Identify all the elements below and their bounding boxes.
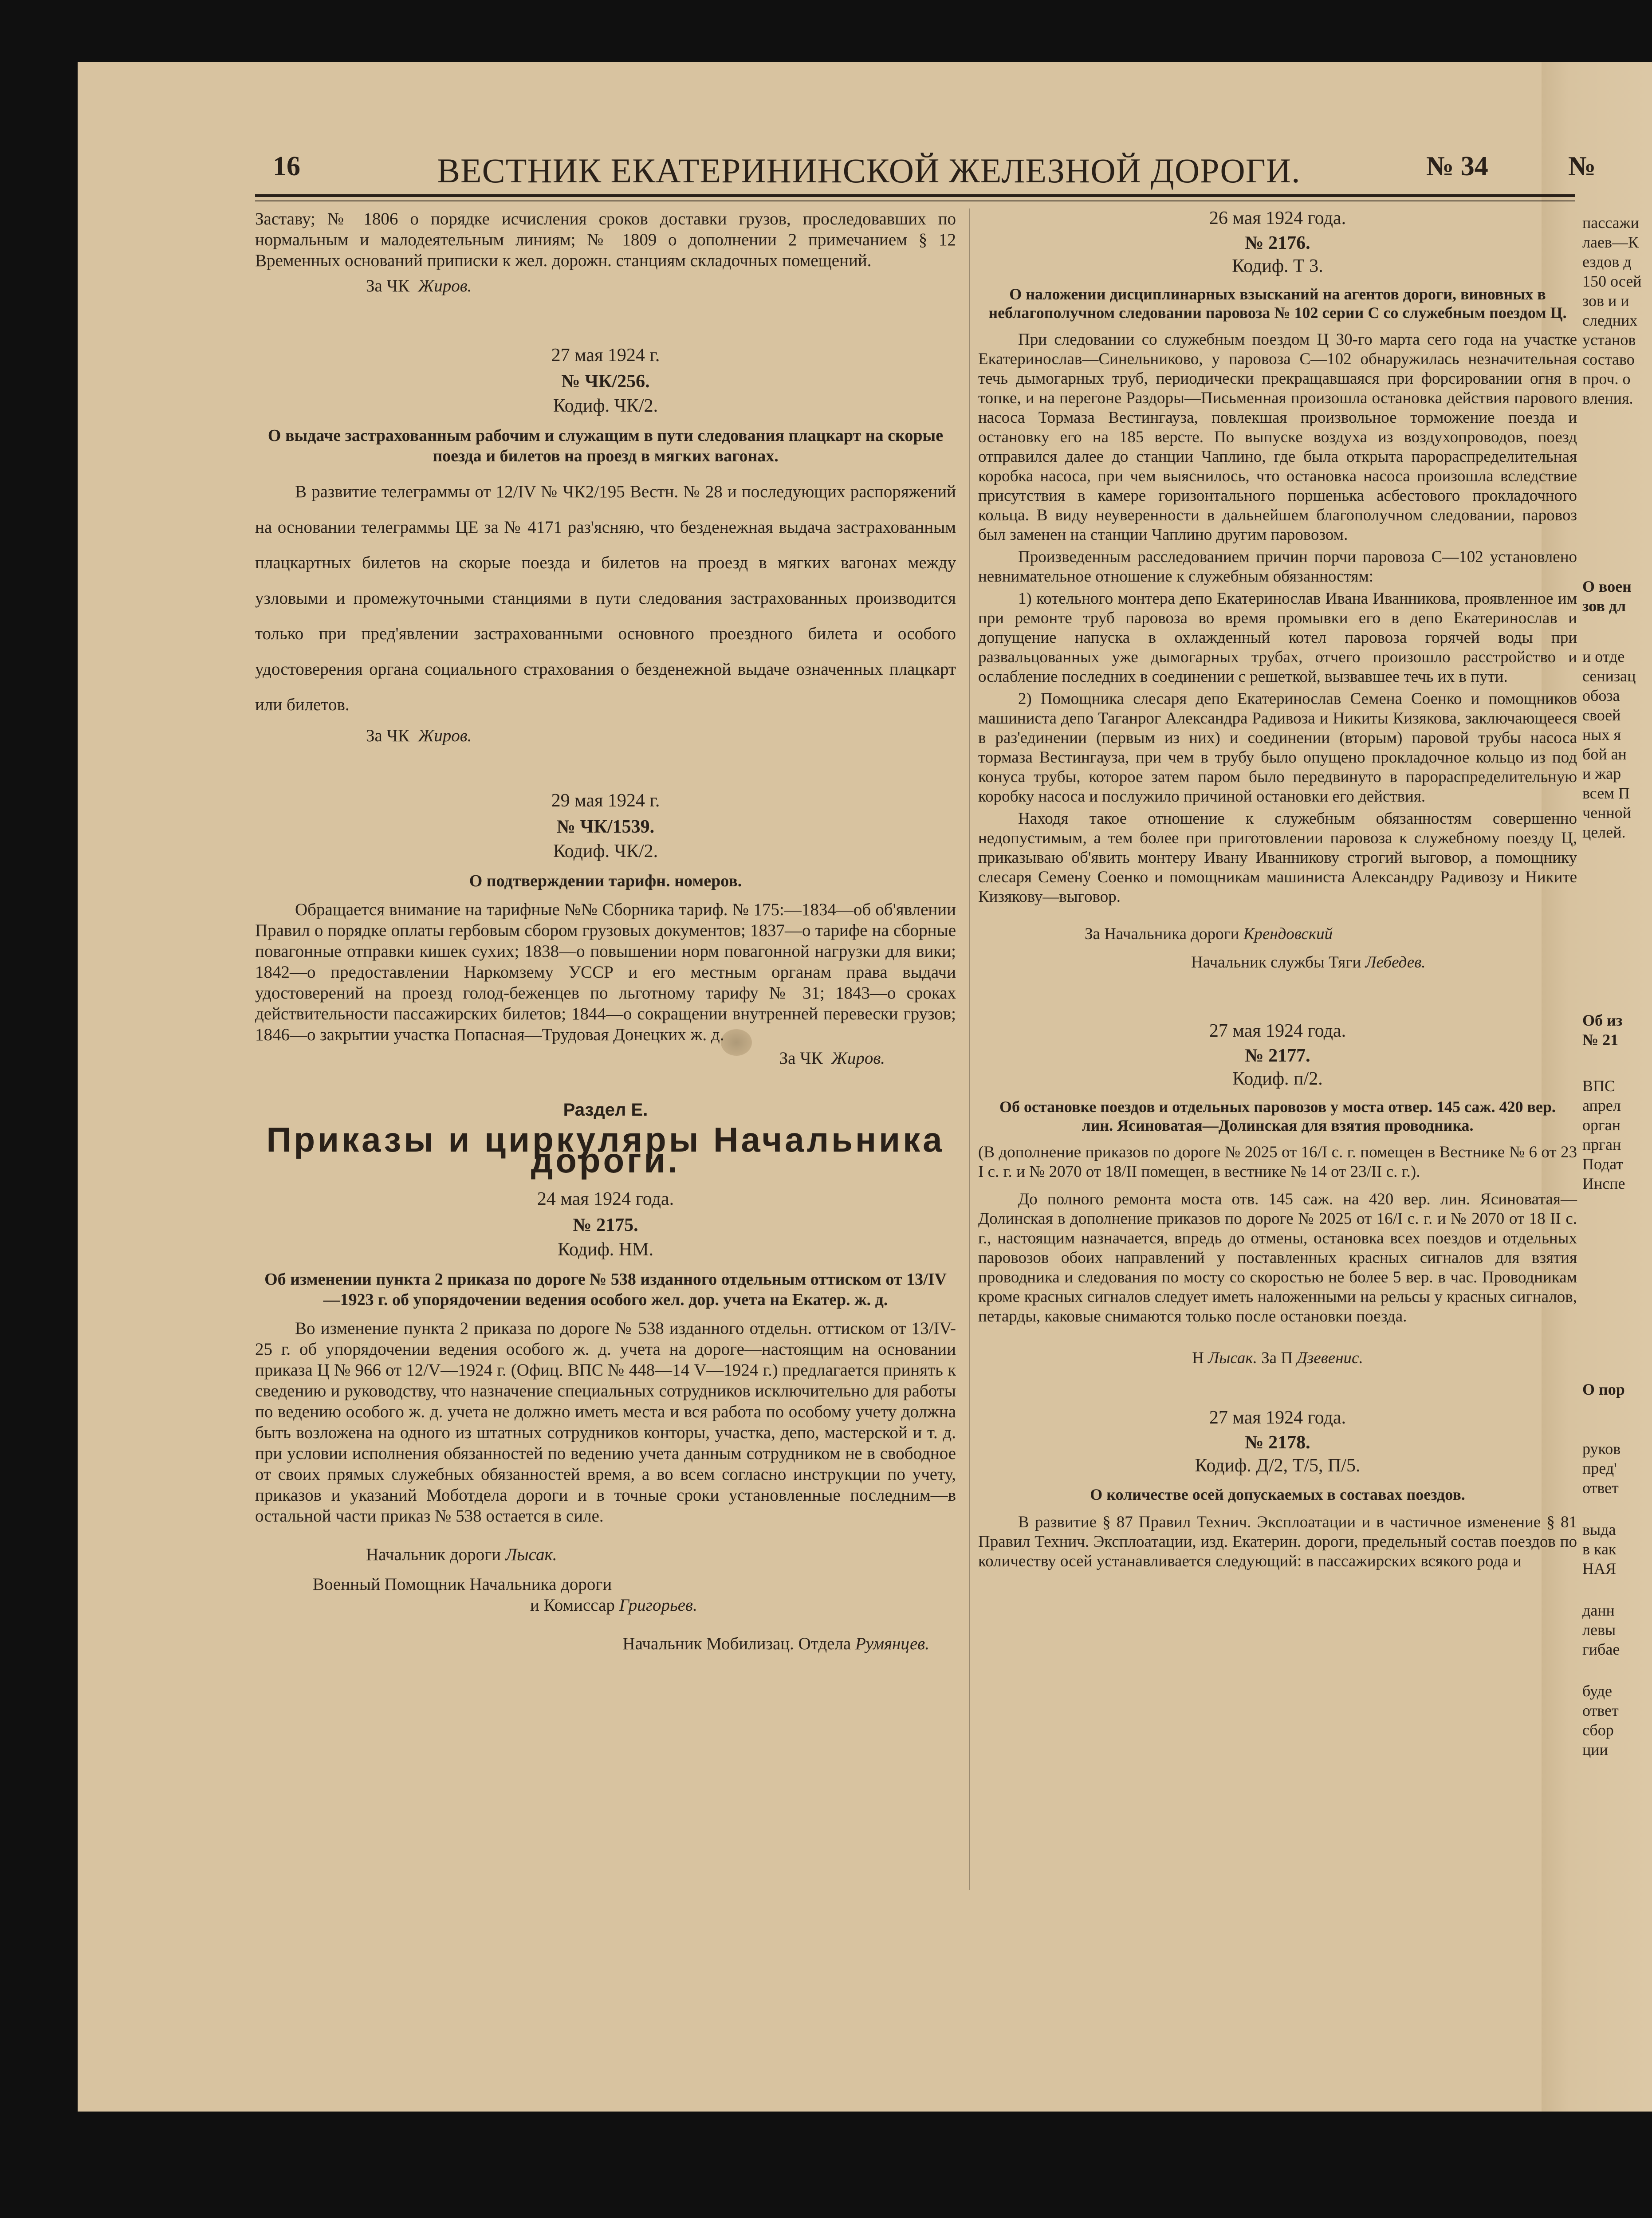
fragment-line: вления.: [1582, 389, 1633, 407]
fragment-line: Об из: [1582, 1011, 1623, 1029]
order-heading: Об изменении пункта 2 приказа по дороге № 538 изданного отдельным оттиском от 13/IV—1923 г. об упорядочении ведения особого жел. дор. учета на Екатер. ж. д.: [264, 1270, 947, 1309]
order-body: В развитие § 87 Правил Технич. Эксплоатации и в частичное изменение § 81 Правил Технич. Эксплоатации, изд. Екатерин. дороги, предельный состав поездов по количеству осей устанавливается следующий: в пассажирских всякого рода и: [978, 1513, 1577, 1570]
fragment-line: руков: [1582, 1440, 1621, 1458]
next-page-fragment: [1582, 213, 1649, 1759]
fragment-line: бой ан: [1582, 745, 1627, 763]
next-page-number-fragment: №: [1568, 151, 1596, 181]
order-signature: За ЧК Жиров.: [366, 726, 472, 745]
signature-head-of-road: Начальник дороги Лысак.: [366, 1545, 557, 1564]
fragment-line: орган: [1582, 1116, 1621, 1134]
order-paragraph-4: 2) Помощника слесаря депо Екатеринослав Семена Соенко и помощников машиниста депо Таганрог Александра Радивоза и Никиты Кизякова, заключающееся в раз'единении (первым из них) и соединении (вторым) паровой трубы насоса тормаза Вестингауза, при чем в трубу было опущено прокладочное кольцо из под конуса трубы, которое затем паром было передвинуто в парораспределительную коробку насоса и послужило причиной остановки его действия.: [978, 690, 1577, 806]
fragment-line: буде: [1582, 1682, 1612, 1700]
fragment-line: 150 осей: [1582, 272, 1642, 290]
fragment-line: НАЯ: [1582, 1560, 1617, 1577]
fragment-line: Инспе: [1582, 1175, 1625, 1192]
order-number: № 2178.: [1245, 1432, 1310, 1453]
fragment-line: обоза: [1582, 687, 1620, 704]
order-date: 27 мая 1924 г.: [551, 345, 660, 366]
fragment-line: Подат: [1582, 1155, 1624, 1173]
fragment-line: левы: [1582, 1621, 1616, 1639]
fragment-line: ездов д: [1582, 253, 1632, 271]
fragment-line: апрел: [1582, 1097, 1621, 1114]
fragment-line: зов дл: [1582, 597, 1626, 615]
fragment-line: пред': [1582, 1459, 1617, 1477]
section-label: Раздел Е.: [563, 1100, 648, 1120]
order-heading: О выдаче застрахованным рабочим и служащим в пути следования плацкарт на скорые поезда и билетов на проезд в мягких вагонах.: [267, 426, 944, 465]
column-divider: [969, 208, 970, 1890]
fragment-gap: [1582, 842, 1649, 1011]
order-body: До полного ремонта моста отв. 145 саж. на 420 вер. лин. Ясиноватая—Долинская в дополнение приказов по дороге № 2025 от 16/I с. г. и № 2070 от 18 II с. г., настоящим назначается, впредь до отмены, остановка всех поездов и отдельных паровозов обоих направлений у поставленных красных сигналов для взятия проводника и следования по мосту со скоростью не более 5 вер. в час. Проводникам кроме красных сигналов следует иметь наложенными на рельсы у красных сигналов, петарды, каковые снимаются только после остановки поезда.: [978, 1190, 1577, 1325]
fragment-gap: [1582, 1050, 1649, 1076]
fragment-line: зов и и: [1582, 292, 1629, 310]
fragment-line: своей: [1582, 706, 1621, 724]
signature-zhirov-1: За ЧК Жиров.: [366, 276, 472, 295]
fragment-line: проч. о: [1582, 370, 1631, 388]
fragment-line: пассажи: [1582, 214, 1639, 232]
fragment-gap: [1582, 1498, 1649, 1520]
fragment-line: установ: [1582, 331, 1636, 349]
newspaper-page: [78, 62, 1652, 2112]
order-paragraph-5: Находя такое отношение к служебным обязанностям совершенно недопустимым, а тем более при приготовлении паровоза к служебному поезду Ц, приказываю об'явить монтеру Ивану Иванникову строгий выговор, а помощнику слесаря Семену Соенко и помощникам машиниста Александру Радивозу и Никите Кизякову—выговор.: [978, 810, 1577, 906]
page-content: [78, 62, 1642, 2112]
order-2178: [978, 1408, 1577, 1571]
signature-deputy-head: За Начальника дороги Крендовский: [1085, 925, 1333, 943]
order-2177: [978, 1021, 1577, 1368]
order-heading: О количестве осей допускаемых в составах поездов.: [1090, 1486, 1465, 1503]
fragment-line: лаев—К: [1582, 233, 1639, 251]
fragment-line: в как: [1582, 1540, 1617, 1558]
header-rule-thick: [255, 194, 1575, 197]
order-paragraph-1: При следовании со служебным поездом Ц 30-го марта сего года на участке Екатеринослав—Синельниково, у паровоза С—102 обнаружилась незначительная течь дымогарных труб, периодически прекращавшаяся при форсировании огня в топке, и на перегоне Раздоры—Письменная произошла остановка действия парового насоса Тормаза Вестингауза, повлекшая произвольное торможение поезда и остановку его на 185 версте. По выпуске воздуха из воздухопроводов, поезд отправился далее до станции Чаплино, где была открыта парораспределительная коробка насоса, при чем выяснилось, что остановка насоса произошла вследствие присутствия в камере горизонтального поршенька асбестового прокладочного кольца. В виду неуверенности в дальнейшем благополучном следовании, паровоз был заменен на станции Чаплино другим паровозом.: [978, 330, 1577, 544]
order-date: 24 мая 1924 года.: [537, 1189, 674, 1209]
fragment-line: и жар: [1582, 765, 1621, 783]
order-code: Кодиф. Т 3.: [1232, 256, 1323, 276]
right-column: [978, 208, 1577, 1574]
issue-number: № 34: [1426, 151, 1488, 181]
order-chk-256: [255, 345, 956, 746]
left-column: [255, 208, 956, 1657]
fragment-line: целей.: [1582, 823, 1626, 841]
order-code: Кодиф. ЧК/2.: [553, 396, 658, 416]
order-signature: Н Лысак. За П Дзевенис.: [1192, 1349, 1363, 1367]
order-paragraph-3: 1) котельного монтера депо Екатеринослав Ивана Иванникова, проявленное им при ремонте труб паровоза во время промывки его в депо Екатеринослав и допущение напуска в охлажденный котел паровоза горячей воды при развальцованных уже дымогарных трубах, отчего произошло расстройство и ослабление последних в соединении с решеткой, вызвавшее течь их в пути.: [978, 590, 1577, 686]
fragment-line: ции: [1582, 1741, 1608, 1758]
fragment-line: О пор: [1582, 1380, 1625, 1398]
order-number: № ЧК/256.: [561, 371, 650, 392]
fragment-line: всем П: [1582, 784, 1630, 802]
signature-military-assistant-title: Военный Помощник Начальника дороги: [313, 1575, 612, 1594]
order-body: В развитие телеграммы от 12/IV № ЧК2/195 Вестн. № 28 и последующих распоряжений на основании телеграммы ЦЕ за № 4171 раз'ясняю, что безденежная выдача застрахованным плацкартных билетов на скорые поезда и билетов на проезд в мягких вагонах между узловыми и промежуточными станциями в пути следования застрахованных производится только при пред'явлении застрахованными основного проездного билета и особого удостоверения органа социального страхования о безденежной выдаче означенных плацкарт или билетов.: [255, 482, 956, 714]
order-number: № 2176.: [1245, 233, 1310, 253]
order-2175: [255, 1189, 956, 1654]
order-code: Кодиф. ЧК/2.: [553, 841, 658, 861]
order-signature: За ЧК Жиров.: [779, 1049, 885, 1068]
fragment-line: выда: [1582, 1521, 1616, 1538]
fragment-line: ответ: [1582, 1479, 1619, 1497]
fragment-gap: [1582, 408, 1649, 577]
order-body: Обращается внимание на тарифные №№ Сборника тариф. № 175:—1834—об об'явлении Правил о порядке оплаты гербовым сбором грузовых документов; 1837—о тарифе на сборные повагонные отправки кишек сухих; 1838—о повышении норм повагонной нагрузки для вики; 1842—о предоставлении Наркомзему УССР и его местным органам права выдачи удостоверений на проезд голод-беженцев по льготному тарифу № 31; 1843—о сроках действительности пассажирских билетов; 1844—о сокращении внутренней перевески грузов; 1846—о закрытии участка Попасная—Трудовая Донецких ж. д.: [255, 900, 956, 1044]
order-code: Кодиф. НМ.: [558, 1239, 653, 1260]
signature-commissar: и Комиссар Григорьев.: [530, 1596, 697, 1615]
fragment-line: следних: [1582, 311, 1638, 329]
fragment-line: ВПС: [1582, 1077, 1616, 1095]
order-heading: О наложении дисциплинарных взысканий на агентов дороги, виновных в неблагополучном следовании паровоза № 102 серии С со служебным поездом Ц.: [988, 285, 1567, 322]
order-code: Кодиф. Д/2, Т/5, П/5.: [1195, 1455, 1361, 1476]
signature-traction-service: Начальник службы Тяги Лебедев.: [1191, 953, 1426, 971]
fragment-line: ных я: [1582, 726, 1621, 743]
fragment-line: ченной: [1582, 804, 1631, 822]
order-date: 29 мая 1924 г.: [551, 790, 660, 811]
fragment-line: данн: [1582, 1601, 1615, 1619]
order-number: № ЧК/1539.: [556, 817, 655, 837]
order-note: (В дополнение приказов по дороге № 2025 от 16/I с. г. помещен в Вестнике № 6 от 23 I с. г. и № 2070 от 18/II помещен, в вестнике № 14 от 23/II с. г.).: [978, 1143, 1577, 1181]
order-2176: [978, 208, 1577, 972]
journal-title: ВЕСТНИК ЕКАТЕРИНИНСКОЙ ЖЕЛЕЗНОЙ ДОРОГИ.: [437, 151, 1301, 190]
order-chk-1539: [255, 790, 956, 1069]
fragment-line: сенизац: [1582, 667, 1636, 685]
signature-mobilization-dept: Начальник Мобилизац. Отдела Румянцев.: [622, 1634, 929, 1653]
fragment-line: № 21: [1582, 1031, 1619, 1049]
fragment-line: ответ: [1582, 1702, 1619, 1719]
order-body: Во изменение пункта 2 приказа по дороге № 538 изданного отдельн. оттиском от 13/IV-25 г. об упорядочении ведения особого ж. д. учета на дороге—настоящим на основании приказа Ц № 966 от 12/V—1924 г. (Офиц. ВПС № 448—14 V—1924 г.) предлагается принять к сведению и руководству, что назначение специальных сотрудников исключительно для работы по ведению особого ж. д. учета не должно иметь места и вся работа по особому учету должна быть возложена на одного из штатных сотрудников конторы, участка, депо, мастерской и т. д. при условии исполнения обязанностей по ведению учета данным сотрудником не в свободное от своих прямых служебных обязанностей время, а во всем согласно инструкции по учету, приказов и указаний Моботдела дороги и в точные сроки установленные последним—в остальной части приказ № 538 остается в силе.: [255, 1319, 956, 1526]
order-heading: Об остановке поездов и отдельных паровозов у моста отвер. 145 саж. 420 вер. лин. Ясиноватая—Долинская для взятия проводника.: [999, 1098, 1556, 1134]
fragment-line: гибае: [1582, 1640, 1620, 1658]
order-heading: О подтверждении тарифн. номеров.: [469, 872, 742, 890]
fragment-line: и отде: [1582, 648, 1625, 665]
fragment-gap: [1582, 1659, 1649, 1681]
fragment-line: сбор: [1582, 1721, 1614, 1739]
order-code: Кодиф. п/2.: [1232, 1069, 1323, 1089]
order-number: № 2175.: [573, 1215, 638, 1235]
fragment-gap: [1582, 1193, 1649, 1380]
intro-paragraph: Заставу; № 1806 о порядке исчисления сроков доставки грузов, проследовавших по нормальным и малодеятельным линиям; № 1809 о дополнении 2 примечанием § 12 Временных оснований приписки к жел. дорожн. станциям складочных помещений.: [255, 209, 956, 270]
fragment-gap: [1582, 616, 1649, 647]
order-number: № 2177.: [1245, 1046, 1310, 1066]
order-date: 27 мая 1924 года.: [1209, 1021, 1346, 1041]
fragment-gap: [1582, 1578, 1649, 1601]
fragment-line: составо: [1582, 350, 1635, 368]
order-date: 26 мая 1924 года.: [1209, 208, 1346, 228]
page-number: 16: [273, 151, 300, 181]
order-paragraph-2: Произведенным расследованием причин порчи паровоза С—102 установлено невнимательное отношение к служебным обязанностям:: [978, 548, 1577, 586]
fragment-gap: [1582, 1399, 1649, 1439]
fragment-line: О воен: [1582, 578, 1632, 595]
order-date: 27 мая 1924 года.: [1209, 1408, 1346, 1428]
section-title: Приказы и циркуляры Начальника дороги.: [266, 1120, 945, 1180]
fragment-line: прган: [1582, 1136, 1621, 1153]
